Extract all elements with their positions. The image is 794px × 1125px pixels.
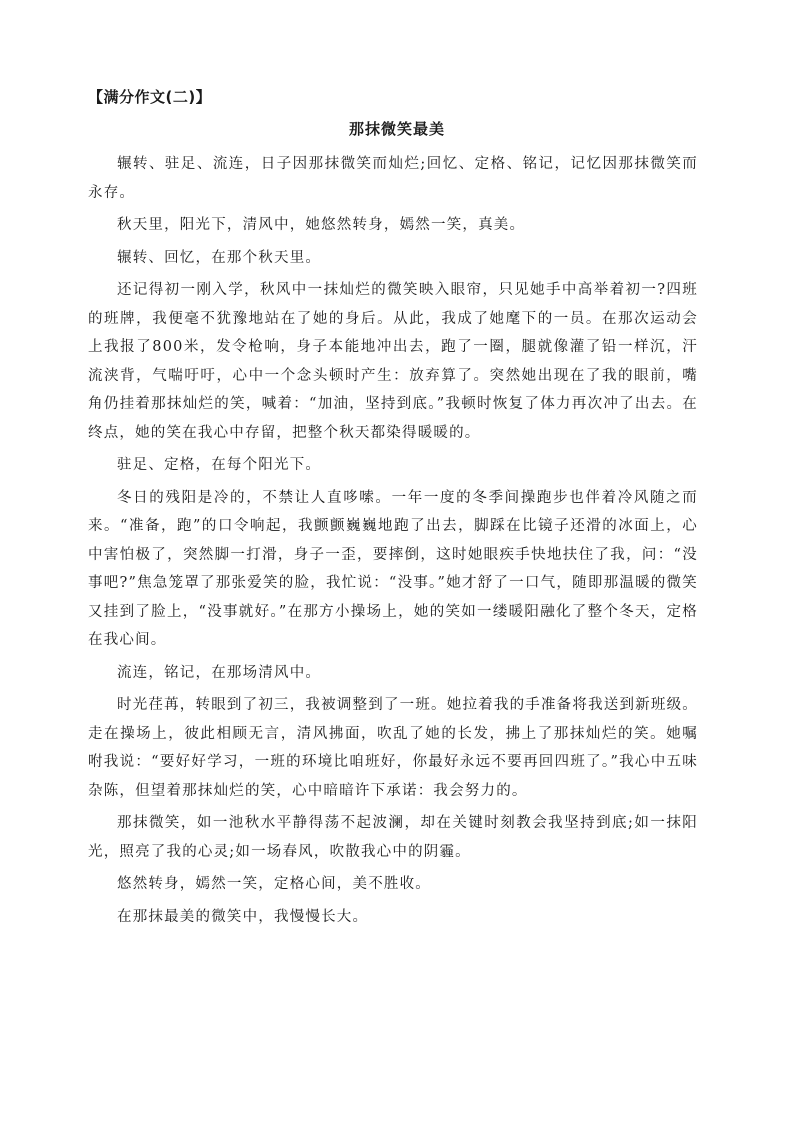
paragraph: 冬日的残阳是冷的，不禁让人直哆嗦。一年一度的冬季间操跑步也伴着冷风随之而来。“准备，跑”的口令响起，我颤颤巍巍地跑了出去，脚踩在比镜子还滑的冰面上，心中害怕极了，突然脚一打滑，身子一歪，要摔倒，这时她眼疾手快地扶住了我，问：“没事吧?”焦急笼罩了那张爱笑的脸，我忙说：“没事。”她才舒了一口气，随即那温暖的微笑又挂到了脸上，“没事就好。”在那方小操场上，她的笑如一缕暖阳融化了整个冬天，定格在我心间。 <box>88 489 698 648</box>
paragraph: 那抹微笑，如一池秋水平静得荡不起波澜，却在关键时刻教会我坚持到底;如一抹阳光，照亮了我的心灵;如一场春风，吹散我心中的阴霾。 <box>88 815 698 860</box>
section-label: 【满分作文(二)】 <box>88 88 212 106</box>
paragraph: 还记得初一刚入学，秋风中一抹灿烂的微笑映入眼帘，只见她手中高举着初一?四班的班牌，我便毫不犹豫地站在了她的身后。从此，我成了她麾下的一员。在那次运动会上我报了800米，发令枪响，身子本能地冲出去，跑了一圈，腿就像灌了铅一样沉，汗流浃背，气喘吁吁，心中一个念头顿时产生：放弃算了。突然她出现在了我的眼前，嘴角仍挂着那抹灿烂的笑，喊着：“加油，坚持到底。”我顿时恢复了体力再次冲了出去。在终点，她的笑在我心中存留，把整个秋天都染得暖暖的。 <box>88 282 698 441</box>
essay-title: 那抹微笑最美 <box>348 120 445 138</box>
paragraph: 秋天里，阳光下，清风中，她悠然转身，嫣然一笑，真美。 <box>117 217 526 233</box>
paragraph: 辗转、驻足、流连，日子因那抹微笑而灿烂;回忆、定格、铭记，记忆因那抹微笑而永存。 <box>88 156 698 201</box>
paragraph: 辗转、回忆，在那个秋天里。 <box>117 249 322 266</box>
paragraph: 在那抹最美的微笑中，我慢慢长大。 <box>117 908 369 925</box>
essay-body <box>88 150 698 935</box>
paragraph: 悠然转身，嫣然一笑，定格心间，美不胜收。 <box>117 876 431 892</box>
paragraph: 流连，铭记，在那场清风中。 <box>117 664 322 681</box>
paragraph: 时光荏苒，转眼到了初三，我被调整到了一班。她拉着我的手准备将我送到新班级。走在操场上，彼此相顾无言，清风拂面，吹乱了她的长发，拂上了那抹灿烂的笑。她嘱咐我说：“要好好学习，一班的环境比咱班好，你最好永远不要再回四班了。”我心中五味杂陈，但望着那抹灿烂的笑，心中暗暗许下承诺：我会努力的。 <box>88 697 698 799</box>
paragraph: 驻足、定格，在每个阳光下。 <box>117 457 322 473</box>
